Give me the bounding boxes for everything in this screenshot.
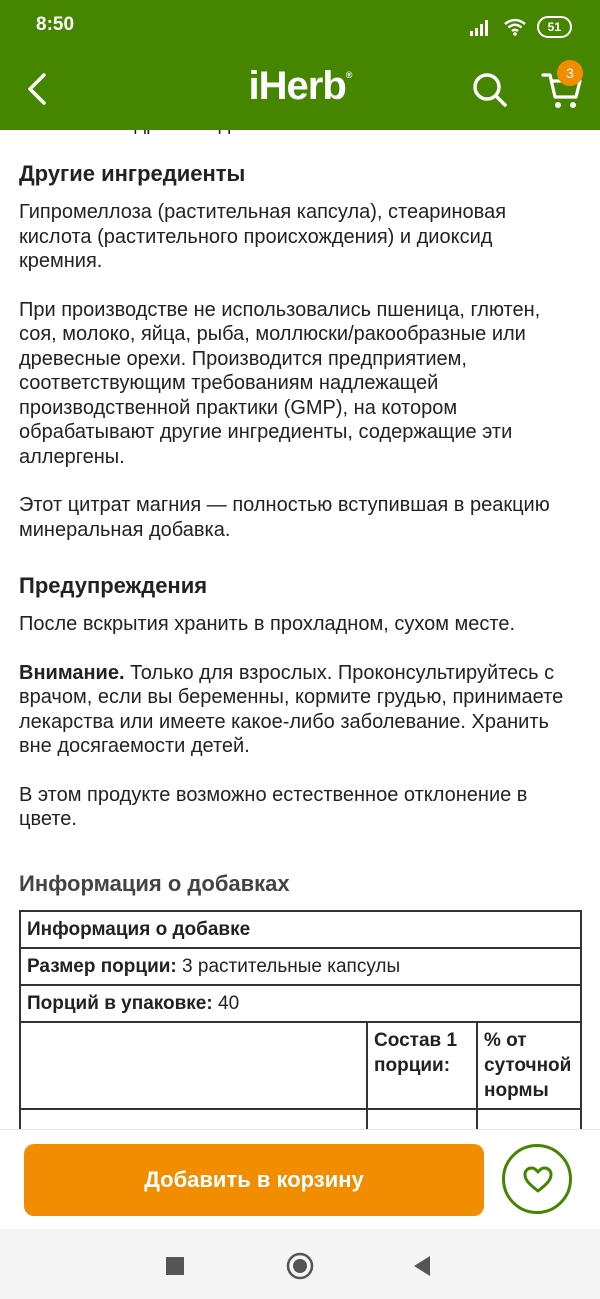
attention-warning — [19, 661, 581, 759]
add-to-cart-button[interactable]: Добавить в корзину — [24, 1144, 484, 1216]
status-time: 8:50 — [36, 14, 75, 35]
servings-label: Порций в упаковке: — [27, 992, 213, 1014]
warnings-heading: Предупреждения — [19, 573, 208, 598]
supplement-info-heading: Информация о добавках — [19, 870, 290, 896]
table-title: Информация о добавке — [27, 918, 251, 940]
app-bar — [0, 56, 600, 130]
supplement-facts-table — [19, 910, 582, 1162]
servings-per-container-cell — [20, 985, 581, 1022]
table-row — [20, 911, 581, 948]
serving-size-cell — [20, 948, 581, 985]
table-title-cell — [20, 911, 581, 948]
table-header-row — [20, 1022, 581, 1109]
back-nav-icon[interactable] — [408, 1251, 438, 1281]
allergen-text: При производстве не использовались пшеница, глютен, соя, молоко, яйца, рыба, моллюски/ракообразные или древесные орехи. Производится предприятием, соответствующим требованиям надлежащей производственной практики (GMP), на котором обрабатывают другие ингредиенты, содержащие эти аллергены. — [19, 298, 541, 468]
other-ingredients-text: Гипромеллоза (растительная капсула), стеариновая кислота (растительного происхождения) и диоксид кремния. — [19, 201, 507, 272]
recent-apps-icon[interactable] — [160, 1251, 190, 1281]
amount-header-cell — [367, 1022, 477, 1109]
iherb-logo[interactable] — [0, 64, 600, 109]
attention-label: Внимание. — [19, 661, 125, 684]
mineral-note: Этот цитрат магния — полностью вступившая в реакцию минеральная добавка. — [19, 494, 550, 541]
bottom-action-bar — [0, 1129, 600, 1230]
status-bar — [0, 0, 600, 56]
system-nav-bar — [0, 1229, 600, 1299]
empty-header-cell — [20, 1022, 367, 1109]
dv-header-cell — [477, 1022, 581, 1109]
serving-size-label: Размер порции: — [27, 955, 177, 977]
registered-mark: ® — [345, 70, 352, 80]
other-ingredients-heading: Другие ингредиенты — [19, 161, 246, 186]
app-header — [0, 0, 600, 130]
amount-column-header: Состав 1 порции: — [374, 1029, 458, 1076]
signal-icon — [469, 18, 493, 36]
battery-indicator: 51 — [537, 16, 572, 38]
serving-size-value: 3 растительные капсулы — [176, 955, 401, 977]
wifi-icon — [503, 18, 527, 36]
storage-warning: После вскрытия хранить в прохладном, сухом месте. — [19, 613, 516, 635]
table-row — [20, 948, 581, 985]
home-icon[interactable] — [285, 1251, 315, 1281]
heart-icon — [523, 1166, 553, 1194]
color-variation-note: В этом продукте возможно естественное отклонение в цвете. — [19, 783, 528, 830]
attention-text: Только для взрослых. Проконсультируйтесь с врачом, если вы беременны, кормите грудью, принимаете лекарства или имеете какое-либо заболевание. Хранить вне досягаемости детей. — [19, 661, 564, 757]
cart-count-badge: 3 — [557, 60, 583, 86]
dv-column-header: % от суточной нормы — [484, 1029, 572, 1101]
status-icons — [469, 16, 572, 38]
product-description — [19, 112, 581, 1162]
search-icon[interactable] — [470, 70, 510, 110]
wishlist-button[interactable] — [502, 1144, 572, 1214]
logo-text: iHerb — [248, 64, 346, 108]
servings-value: 40 — [212, 992, 240, 1014]
table-row — [20, 985, 581, 1022]
